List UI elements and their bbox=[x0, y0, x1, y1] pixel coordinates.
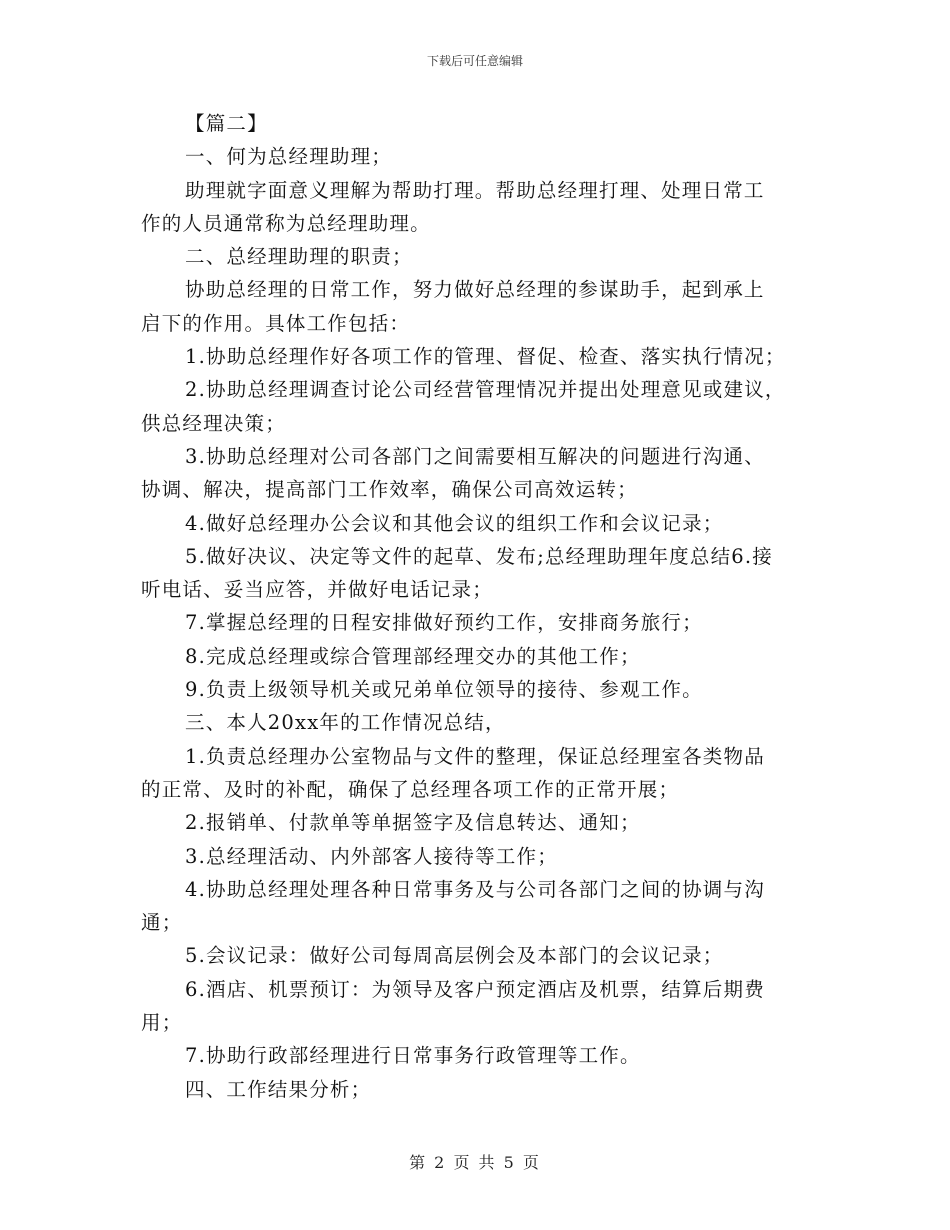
text-line: 作的人员通常称为总经理助理。 bbox=[141, 211, 431, 235]
text-line: 一、何为总经理助理； bbox=[185, 145, 393, 169]
text-line: 供总经理决策； bbox=[141, 411, 286, 435]
text-line: 2.报销单、付款单等单据签字及信息转达、通知； bbox=[185, 811, 641, 835]
text-line: 2.协助总经理调查讨论公司经营管理情况并提出处理意见或建议， bbox=[185, 378, 786, 402]
text-line: 三、本人20xx年的工作情况总结， bbox=[185, 711, 506, 735]
page-number-footer: 第 2 页 共 5 页 bbox=[409, 1153, 541, 1172]
text-line: 5.做好决议、决定等文件的起草、发布;总经理助理年度总结6.接 bbox=[185, 544, 773, 568]
text-line: 的正常、及时的补配，确保了总经理各项工作的正常开展； bbox=[141, 777, 680, 801]
text-line: 4.做好总经理办公会议和其他会议的组织工作和会议记录； bbox=[185, 511, 724, 535]
document-body bbox=[141, 107, 813, 1106]
text-line: 7.协助行政部经理进行日常事务行政管理等工作。 bbox=[185, 1044, 641, 1068]
text-line: 3.总经理活动、内外部客人接待等工作； bbox=[185, 844, 558, 868]
text-line: 二、总经理助理的职责； bbox=[185, 245, 413, 269]
text-line: 1.协助总经理作好各项工作的管理、督促、检查、落实执行情况； bbox=[185, 345, 786, 369]
text-line: 启下的作用。具体工作包括： bbox=[141, 311, 411, 335]
text-line: 6.酒店、机票预订：为领导及客户预定酒店及机票，结算后期费 bbox=[185, 977, 765, 1001]
text-line: 5.会议记录：做好公司每周高层例会及本部门的会议记录； bbox=[185, 944, 724, 968]
text-line: 3.协助总经理对公司各部门之间需要相互解决的问题进行沟通、 bbox=[185, 444, 765, 468]
text-line: 协助总经理的日常工作，努力做好总经理的参谋助手，起到承上 bbox=[185, 278, 765, 302]
text-line: 协调、解决，提高部门工作效率，确保公司高效运转； bbox=[141, 478, 638, 502]
text-line: 9.负责上级领导机关或兄弟单位领导的接待、参观工作。 bbox=[185, 678, 703, 702]
text-line: 听电话、妥当应答，并做好电话记录； bbox=[141, 578, 493, 602]
text-line: 7.掌握总经理的日程安排做好预约工作，安排商务旅行； bbox=[185, 611, 703, 635]
text-line: 用； bbox=[141, 1011, 183, 1035]
text-line: 1.负责总经理办公室物品与文件的整理，保证总经理室各类物品 bbox=[185, 744, 765, 768]
text-line: 8.完成总经理或综合管理部经理交办的其他工作； bbox=[185, 644, 641, 668]
text-line: 4.协助总经理处理各种日常事务及与公司各部门之间的协调与沟 bbox=[185, 877, 765, 901]
text-line: 通； bbox=[141, 911, 183, 935]
text-line: 四、工作结果分析； bbox=[185, 1077, 372, 1101]
text-line: 助理就字面意义理解为帮助打理。帮助总经理打理、处理日常工 bbox=[185, 178, 765, 202]
text-line: 【篇二】 bbox=[185, 112, 268, 135]
page-header-note: 下载后可任意编辑 bbox=[426, 54, 523, 68]
